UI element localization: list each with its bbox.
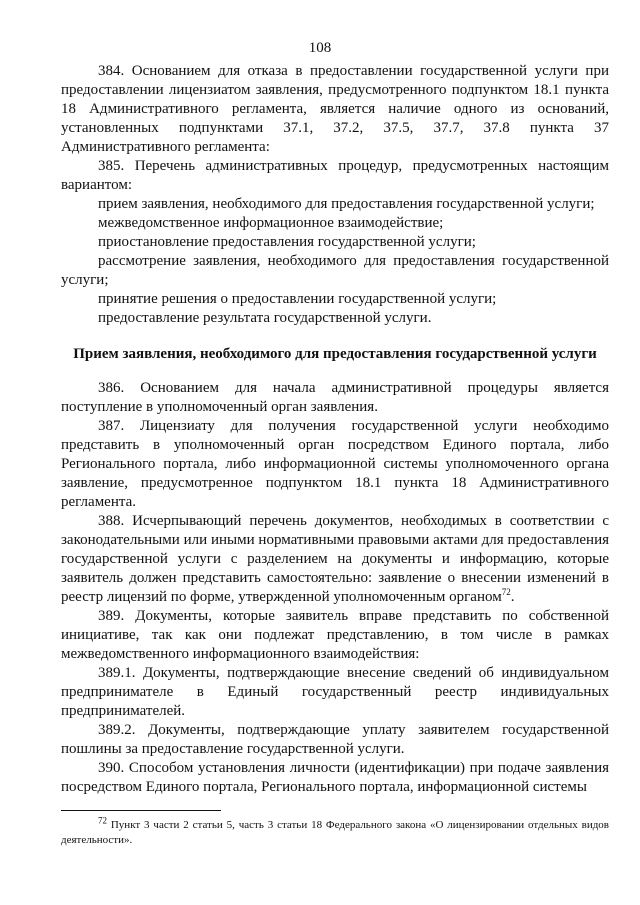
paragraph-389-1: 389.1. Документы, подтверждающие внесение сведений об индивидуальном предпринимателе в Единый государственный реестр индивидуальных предпринимателей. (61, 665, 609, 719)
footnote-divider (61, 810, 221, 811)
footnote-reference: 72 (501, 587, 511, 597)
paragraph-388-end: . (510, 589, 515, 605)
paragraph-389-2: 389.2. Документы, подтверждающие уплату заявителем государственной пошлины за предоставление государственной услуги. (61, 722, 609, 757)
list-item: предоставление результата государственной услуги. (98, 310, 432, 326)
paragraph-388 (61, 512, 609, 607)
section-heading: Прием заявления, необходимого для предоставления государственной услуги (73, 346, 597, 362)
list-item: рассмотрение заявления, необходимого для предоставления государственной услуги; (61, 253, 609, 288)
paragraph-387: 387. Лицензиату для получения государственной услуги необходимо представить в уполномоченный орган посредством Единого портала, либо Регионального портала, либо информационной системы уполномоченного органа заявление, предусмотренное подпунктом 18.1 пункта 18 Административного регламента. (61, 418, 609, 510)
list-item: прием заявления, необходимого для предоставления государственной услуги; (98, 196, 595, 212)
footnotes (61, 810, 609, 848)
paragraph-390: 390. Способом установления личности (идентификации) при подаче заявления посредством Единого портала, Регионального портала, информационной системы (61, 760, 609, 795)
paragraph-384: 384. Основанием для отказа в предоставлении государственной услуги при предоставлении лицензиатом заявления, предусмотренного подпунктом 18.1 пункта 18 Административного регламента, является наличие одного из оснований, установленных подпунктами 37.1, 37.2, 37.5, 37.7, 37.8 пункта 37 Административного регламента: (61, 63, 609, 155)
page-number: 108 (308, 40, 332, 56)
footnote-72 (61, 815, 609, 848)
paragraph-385: 385. Перечень административных процедур, предусмотренных настоящим вариантом: (61, 158, 609, 193)
paragraph-389: 389. Документы, которые заявитель вправе представить по собственной инициативе, так как они подлежат представлению, в том числе в рамках межведомственного информационного взаимодействия: (61, 608, 609, 662)
paragraph-388-text: 388. Исчерпывающий перечень документов, необходимых в соответствии с законодательными или иными нормативными правовыми актами для предоставления государственной услуги с разделением на документы и информацию, которые заявитель должен представить самостоятельно: заявление о внесении изменений в реестр лицензий по форме, утвержденной уполномоченным органом (61, 513, 609, 605)
document-body (61, 62, 609, 797)
footnote-text: Пункт 3 части 2 статьи 5, часть 3 статьи 18 Федерального закона «О лицензировании отдельных видов деятельности». (61, 819, 609, 846)
list-item: приостановление предоставления государственной услуги; (98, 234, 476, 250)
list-item: принятие решения о предоставлении государственной услуги; (98, 291, 497, 307)
footnote-number: 72 (98, 815, 107, 826)
paragraph-386: 386. Основанием для начала административной процедуры является поступление в уполномоченный орган заявления. (61, 380, 609, 415)
list-item: межведомственное информационное взаимодействие; (98, 215, 444, 231)
